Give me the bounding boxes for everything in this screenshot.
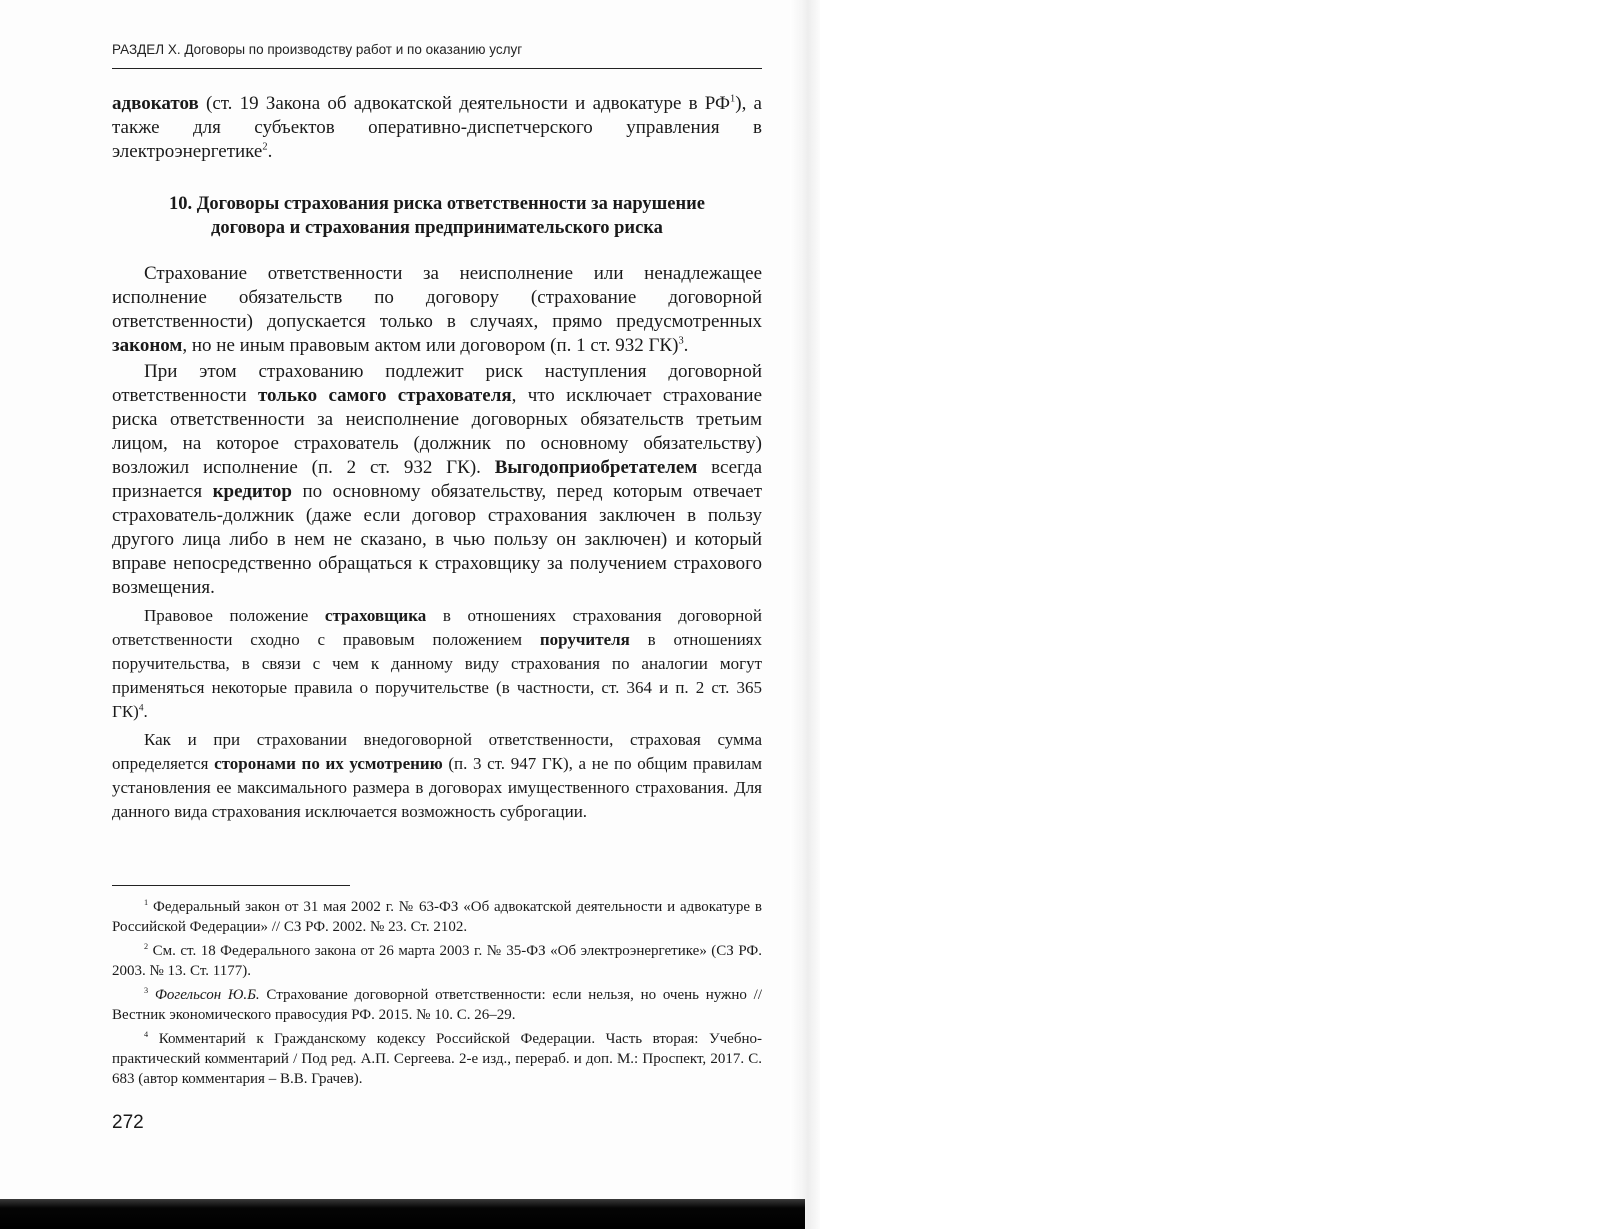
section-heading-line-1: 10. Договоры страхования риска ответственности за нарушение xyxy=(168,194,706,214)
bold-term-insured: только самого страхователя xyxy=(257,385,512,406)
footnote-2: $^2$ См. ст. 18 Федерального закона от 26 марта 2003 г. № 35-ФЗ «Об электроэнергетике» (СЗ РФ. 2003. № 13. Ст. 1177). xyxy=(112,942,763,979)
paragraph-2: При этом страхованию подлежит риск наступления договорной ответственности только самого страхователя, что исключает страхование риска ответственности за неисполнение договорных обязательств третьим лицом, на которое страхователь (должник по основному обязательству) возложил исполнение (п. 2 ст. 932 ГК). Выгодоприобретателем всегда признается кредитор по основному обязательству, перед которым отвечает страхователь-должник (даже если договор страхования заключен в пользу другого лица либо в нем не сказано, в чью пользу он заключен) и который вправе непосредственно обращаться к страховщику за получением страхового возмещения. xyxy=(112,361,763,598)
footnote-1: $^1$ Федеральный закон от 31 мая 2002 г. № 63-ФЗ «Об адвокатской деятельности и адвокатуре в Российской Федерации» // СЗ РФ. 2002. № 23. Ст. 2102. xyxy=(112,898,763,935)
running-head: РАЗДЕЛ X. Договоры по производству работ и по оказанию услуг xyxy=(112,42,523,57)
footnote-4: $^4$ Комментарий к Гражданскому кодексу Российской Федерации. Часть вторая: Учебно-практический комментарий / Под ред. А.П. Сергеева. 2-е изд., перераб. и доп. М.: Проспект, 2017. С. 683 (автор комментария – В.В. Грачев). xyxy=(112,1030,762,1087)
footnote-3: $^3$ Фогельсон Ю.Б. Страхование договорной ответственности: если нельзя, но очень нужно // Вестник экономического правосудия РФ. 2015. № 10. С. 26–29. xyxy=(112,986,762,1023)
footnote-author: Фогельсон Ю.Б. xyxy=(154,987,260,1003)
scan-gutter-shadow xyxy=(790,0,820,1229)
paragraph-1: Страхование ответственности за неисполнение или ненадлежащее исполнение обязательств по договору (страхование договорной ответственности) допускается только в случаях, прямо предусмотренных законом, но не иным правовым актом или договором (п. 1 ст. 932 ГК)$^3$. xyxy=(112,263,762,356)
section-heading-line-2: договора и страхования предпринимательского риска xyxy=(211,218,663,238)
bold-term-parties: сторонами по их усмотрению xyxy=(214,754,443,773)
footnote-ref-3[interactable]: 3 xyxy=(678,335,684,347)
page-number: 272 xyxy=(112,1112,144,1133)
bold-term-beneficiary: Выгодоприобретателем xyxy=(494,457,698,478)
footnote-ref-2[interactable]: 2 xyxy=(262,141,268,153)
footnote-separator xyxy=(112,885,350,886)
main-text xyxy=(112,262,762,824)
intro-bold-term: адвокатов xyxy=(112,93,199,114)
section-heading xyxy=(112,192,762,240)
bold-term-zakon: законом xyxy=(112,335,183,356)
footnote-ref-4[interactable]: 4 xyxy=(138,703,144,714)
bold-term-creditor: кредитор xyxy=(212,481,292,502)
running-head-rule xyxy=(112,68,762,69)
paragraph-3: Правовое положение страховщика в отношениях страхования договорной ответственности сходно с правовым положением поручителя в отношениях поручительства, в связи с чем к данному виду страхования по аналогии могут применяться некоторые правила о поручительстве (в частности, ст. 364 и п. 2 ст. 365 ГК)$^4$. xyxy=(112,606,763,721)
bold-term-insurer: страховщика xyxy=(324,606,427,625)
footnote-ref-1[interactable]: 1 xyxy=(730,93,736,105)
intro-paragraph: адвокатов (ст. 19 Закона об адвокатской деятельности и адвокатуре в $РФ^1$), а также для субъектов оперативно-диспетчерского управления в электроэнергетике$^2$. xyxy=(112,93,762,162)
bold-term-guarantor: поручителя xyxy=(539,630,630,649)
paragraph-4: Как и при страховании внедоговорной ответственности, страховая сумма определяется сторонами по их усмотрению (п. 3 ст. 947 ГК), а не по общим правилам установления ее максимального размера в договорах имущественного страхования. Для данного вида страхования исключается возможность суброгации. xyxy=(112,730,763,821)
scan-bottom-edge xyxy=(0,1199,805,1229)
footnotes xyxy=(112,897,762,1093)
